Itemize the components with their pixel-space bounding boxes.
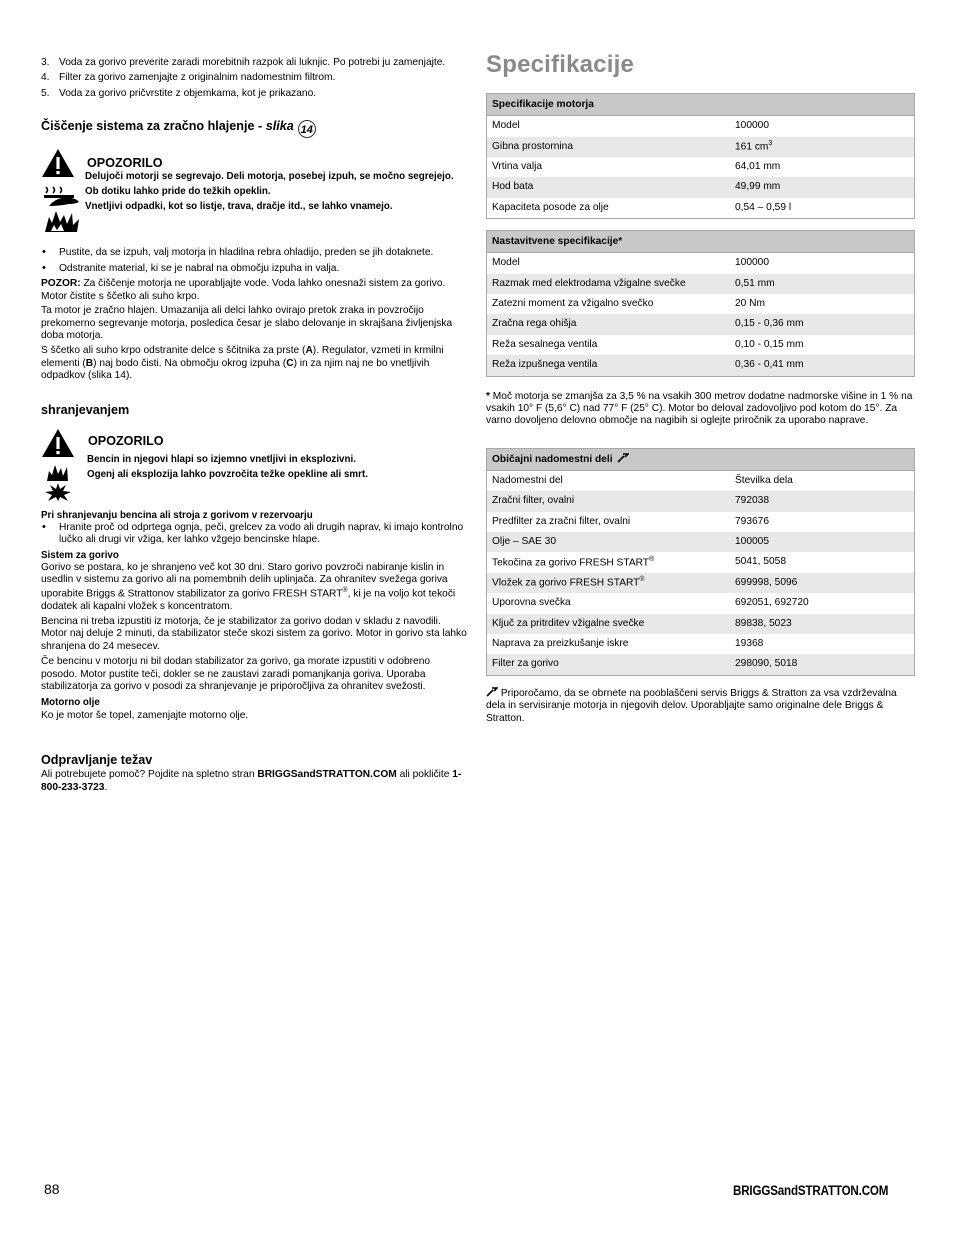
- explosion-icon: [43, 482, 73, 506]
- replacement-parts-table: [486, 448, 915, 676]
- storage-warning: [41, 428, 469, 500]
- warning-title: OPOZORILO: [88, 434, 164, 449]
- fuel-line-steps: [41, 57, 469, 100]
- fire-icon: [43, 209, 81, 237]
- table-row: Gibna prostornina 161 $cm^3$: [487, 137, 915, 157]
- step-text: Filter za gorivo zamenjajte z originalnim nadomestnim filtrom.: [59, 72, 336, 84]
- warning-text: Delujoči motorji se segrevajo. Deli motorja, posebej izpuh, se močno segrejejo. Ob dotiku lahko pride do težkih opeklin. Vnetljivi odpadki, kot so listje, trava, dračje itd., se lahko vnamejo.: [85, 171, 454, 213]
- table-row: Tekočina za gorivo FRESH START® 5041, 5058: [492, 555, 786, 569]
- storage-subheading: Pri shranjevanju bencina ali stroja z gorivom v rezervoarju: [41, 510, 313, 522]
- storage-bullets: [41, 522, 469, 547]
- storage-heading: shranjevanjem: [41, 402, 130, 417]
- service-note: Priporočamo, da se obrnete na pooblaščeni servis Briggs & Stratton za vsa vzdrževalna dela in servisiranje motorja in njegovih delov. Uporabljajte samo originalne dele Briggs & Stratton.: [486, 687, 897, 724]
- air-cooled-paragraph: Ta motor je zračno hlajen. Umazanija ali delci lahko ovirajo pretok zraka in povzročijo prekomerno segrevanje motorja, posledica česar je slabo delovanje in skrajšana življenjska doba motorja.: [41, 305, 453, 341]
- debris-paragraph: S ščetko ali suho krpo odstranite delce s ščitnika za prste (A). Regulator, vzmeti in krmilni elementi (B) naj bodo čisti. Na območju okrog izpuha (C) in za njim naj ne bo vnetljivih odpadkov (slika 14).: [41, 345, 444, 382]
- table-row: Model 100000: [492, 120, 769, 132]
- engine-spec-table: [486, 93, 915, 219]
- engine-oil-subheading: Motorno olje: [41, 696, 100, 708]
- table-row: Uporovna svečka 692051, 692720: [492, 597, 809, 609]
- page-number: 88: [44, 1181, 60, 1197]
- warning-title: OPOZORILO: [87, 156, 163, 171]
- table-header: Specifikacije motorja: [487, 94, 915, 116]
- footer-website: BRIGGSandSTRATTON.COM: [733, 1183, 889, 1198]
- table-row: Predfilter za zračni filter, ovalni 793676: [492, 515, 769, 527]
- table-row: Razmak med elektrodama vžigalne svečke 0,51 mm: [487, 274, 915, 294]
- troubleshooting-paragraph: Ali potrebujete pomoč? Pojdite na spletno stran BRIGGSandSTRATTON.COM ali pokličite 1-800-233-3723.: [41, 769, 462, 793]
- figure-number-badge: 14: [298, 120, 316, 138]
- list-item: 5. Voda za gorivo pričvrstite z objemkama, kot je prikazano.: [41, 87, 317, 99]
- table-row: Olje – SAE 30 100005: [487, 532, 915, 552]
- step-text: Voda za gorivo preverite zaradi morebitnih razpok ali luknjic. Po potrebi ju zamenjajte.: [59, 57, 446, 68]
- table-row: Zatezni moment za vžigalno svečko 20 Nm: [492, 297, 766, 309]
- table-row: Zračni filter, ovalni 792038: [487, 491, 915, 511]
- table-row: Vrtina valja 64,01 mm: [492, 161, 781, 173]
- table-row: Zračna rega ohišja 0,15 - 0,36 mm: [487, 314, 915, 334]
- table-header: Nastavitvene specifikacije*: [487, 231, 915, 253]
- cooling-heading: Čiščenje sistema za zračno hlajenje - slika 14: [41, 119, 469, 138]
- stabilizer-paragraph: Bencina ni treba izpustiti iz motorja, če je stabilizator za gorivo dodan v skladu z navodili. Motor naj deluje 2 minuti, da stabilizator steče skozi sistem za gorivo. Motor in gorivo sta lahko shranjena do 24 mesecev.: [41, 615, 467, 652]
- table-row: Ključ za pritrditev vžigalne svečke 89838, 5023: [487, 614, 915, 634]
- fuel-system-subheading: Sistem za gorivo: [41, 549, 119, 561]
- cooling-warning: [41, 148, 469, 233]
- warning-triangle-icon: [41, 148, 75, 178]
- table-row: Reža izpušnega ventila 0,36 - 0,41 mm: [487, 355, 915, 376]
- altitude-footnote: * Moč motorja se zmanjša za 3,5 % na vsakih 300 metrov dodatne nadmorske višine in 1 % na vsakih 10° F (5,6° C) nad 77° F (25° C). Motor bo deloval zadovoljivo pod kotom do 15°. Za varno dovoljeno delovno območje na nagibih si oglejte priročnik za uporabo naprave.: [486, 390, 913, 427]
- website-link[interactable]: BRIGGSandSTRATTON.COM: [257, 769, 397, 781]
- drain-fuel-paragraph: Če bencinu v motorju ni bil dodan stabilizator za gorivo, ga morate izpustiti v odobreno posodo. Motor pustite teči, dokler se ne zaustavi zaradi pomanjkanja goriva. Uporaba stabilizatorja za gorivo v posodi za shranjevanje je priporočljiva za ohranitev svežosti.: [41, 656, 431, 693]
- table-row: Naprava za preizkušanje iskre 19368: [492, 637, 764, 649]
- list-item: 3. Voda za gorivo preverite zaradi morebitnih razpok ali luknjic. Po potrebi ju zamenjajte.: [41, 57, 446, 68]
- list-item: 4. Filter za gorivo zamenjajte z originalnim nadomestnim filtrom.: [41, 72, 336, 84]
- phone-number: 1-800-233-3723: [41, 769, 462, 793]
- step-text: Voda za gorivo pričvrstite z objemkama, kot je prikazano.: [59, 87, 317, 99]
- fuel-system-paragraph: Gorivo se postara, ko je shranjeno več kot 30 dni. Staro gorivo povzroči nabiranje kislin in usedlin v sistemu za gorivo ali na pomembnih delih uplinjača. Za ohranitev svežega goriva uporabite Briggs & Strattonov stabilizator za gorivo FRESH START®, ki je na voljo kot tekoči dodatek ali kapalni vložek s koncentratom.: [41, 561, 456, 612]
- table-row: Reža sesalnega ventila 0,10 - 0,15 mm: [492, 338, 804, 350]
- warning-text: Bencin in njegovi hlapi so izjemno vnetljivi in eksplozivni. Ogenj ali eksplozija lahko povzročita težke opekline ali smrt.: [87, 454, 368, 480]
- table-row: Vložek za gorivo FRESH START® 699998, 5096: [487, 573, 915, 593]
- left-column: [41, 57, 469, 794]
- right-column: [486, 50, 915, 725]
- caution-note: POZOR: Za čiščenje motorja ne uporabljajte vode. Voda lahko onesnaži sistem za gorivo. Motor čistite s ščetko ali suho krpo.: [41, 278, 446, 302]
- table-row: Hod bata 49,99 mm: [487, 177, 915, 197]
- troubleshooting-heading: Odpravljanje težav: [41, 752, 153, 767]
- list-item: • Hranite proč od odprtega ognja, peči, grelcev za vodo ali drugih naprav, ki imajo kontrolno lučko ali drugi vir vžiga, ker lahko vžgejo bencinske hlape.: [42, 520, 464, 546]
- wrench-icon: [617, 453, 629, 463]
- table-row: Nadomestni del Številka dela: [492, 474, 793, 486]
- engine-oil-paragraph: Ko je motor še topel, zamenjajte motorno olje.: [41, 709, 249, 721]
- list-item: • Odstranite material, ki se je nabral na območju izpuha in valja.: [42, 261, 340, 274]
- tuneup-spec-table: [486, 230, 915, 376]
- cooling-bullets: [41, 247, 469, 275]
- wrench-icon: [486, 687, 498, 697]
- table-row: Filter za gorivo 298090, 5018: [487, 654, 915, 675]
- table-header: Običajni nadomestni deli: [487, 448, 915, 470]
- table-row: Model 100000: [492, 257, 769, 269]
- table-row: Kapaciteta posode za olje 0,54 – 0,59 l: [492, 201, 792, 213]
- page-title: Specifikacije: [486, 51, 635, 78]
- warning-triangle-icon: [41, 428, 75, 458]
- list-item: • Pustite, da se izpuh, valj motorja in hladilna rebra ohladijo, preden se jih dotaknete.: [42, 246, 434, 259]
